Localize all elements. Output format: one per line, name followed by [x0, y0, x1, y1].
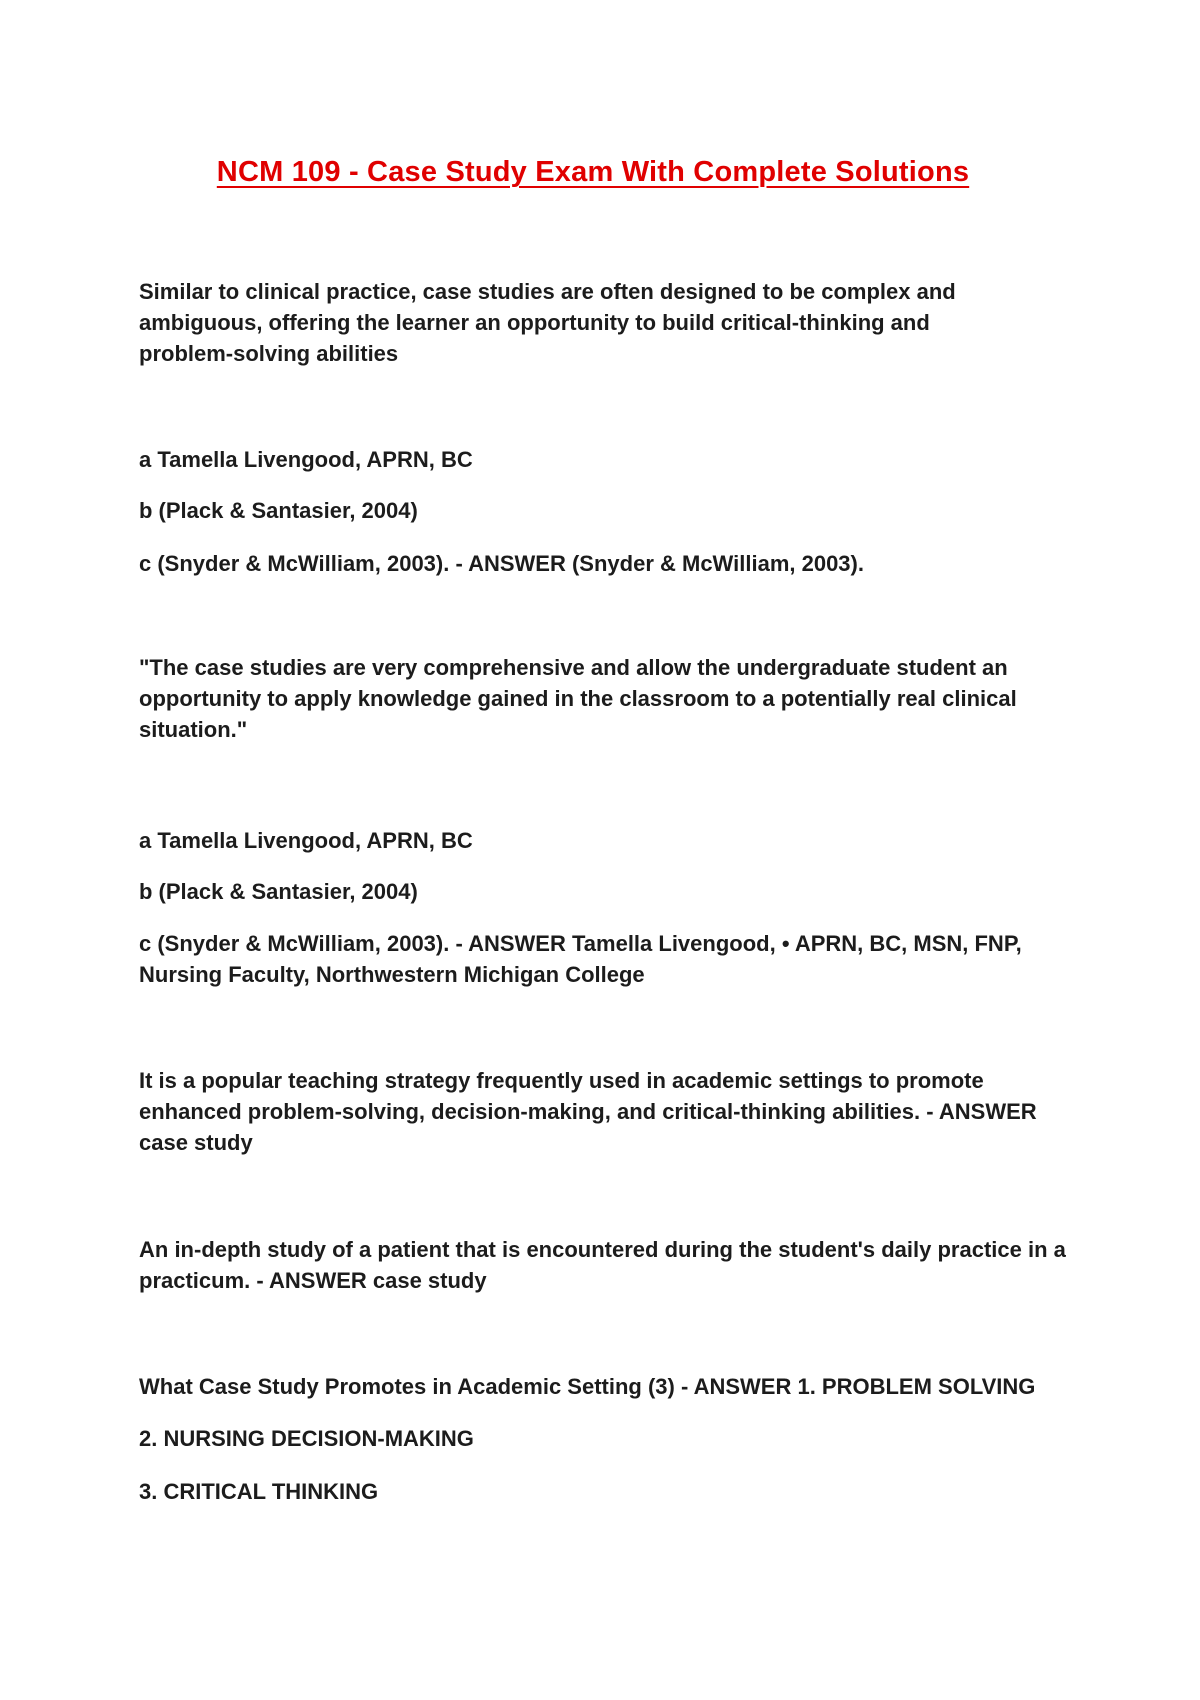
question-3-line-2: enhanced problem-solving, decision-making, and critical-thinking abilities. - ANSWER	[139, 1099, 1037, 1124]
question-2-option-c-line-1: c (Snyder & McWilliam, 2003). - ANSWER Tamella Livengood, • APRN, BC, MSN, FNP,	[139, 931, 1022, 956]
question-5-text: What Case Study Promotes in Academic Setting (3) - ANSWER 1. PROBLEM SOLVING	[139, 1374, 1036, 1399]
question-4-line-1: An in-depth study of a patient that is encountered during the student's daily practice in a	[139, 1237, 1066, 1262]
question-5-item-2: 2. NURSING DECISION-MAKING	[139, 1426, 474, 1451]
question-1-option-c: c (Snyder & McWilliam, 2003). - ANSWER (Snyder & McWilliam, 2003).	[139, 551, 864, 576]
question-2-option-a: a Tamella Livengood, APRN, BC	[139, 828, 473, 853]
question-1-option-a: a Tamella Livengood, APRN, BC	[139, 447, 473, 472]
question-2-option-c	[139, 928, 1079, 990]
question-3-line-3: case study	[139, 1130, 253, 1155]
question-2-line-1: "The case studies are very comprehensive and allow the undergraduate student an	[139, 655, 1008, 680]
question-1-option-b: b (Plack & Santasier, 2004)	[139, 498, 418, 523]
question-2-line-3: situation."	[139, 717, 248, 742]
document-title	[0, 156, 1200, 189]
document-title-text: NCM 109 - Case Study Exam With Complete Solutions	[216, 156, 970, 188]
question-1-line-2: ambiguous, offering the learner an opportunity to build critical-thinking and	[139, 310, 930, 335]
question-2-option-c-line-2: Nursing Faculty, Northwestern Michigan College	[139, 962, 645, 987]
question-1-line-1: Similar to clinical practice, case studies are often designed to be complex and	[139, 279, 956, 304]
question-2-option-b: b (Plack & Santasier, 2004)	[139, 879, 418, 904]
question-2-text	[139, 652, 1079, 745]
question-1-text	[139, 276, 1079, 369]
question-5-item-3: 3. CRITICAL THINKING	[139, 1479, 379, 1504]
question-2-line-2: opportunity to apply knowledge gained in the classroom to a potentially real clinical	[139, 686, 1017, 711]
question-3-text	[139, 1065, 1079, 1158]
question-4-line-2: practicum. - ANSWER case study	[139, 1268, 487, 1293]
question-4-text	[139, 1234, 1079, 1296]
question-3-line-1: It is a popular teaching strategy frequently used in academic settings to promote	[139, 1068, 984, 1093]
question-1-line-3: problem-solving abilities	[139, 341, 399, 366]
